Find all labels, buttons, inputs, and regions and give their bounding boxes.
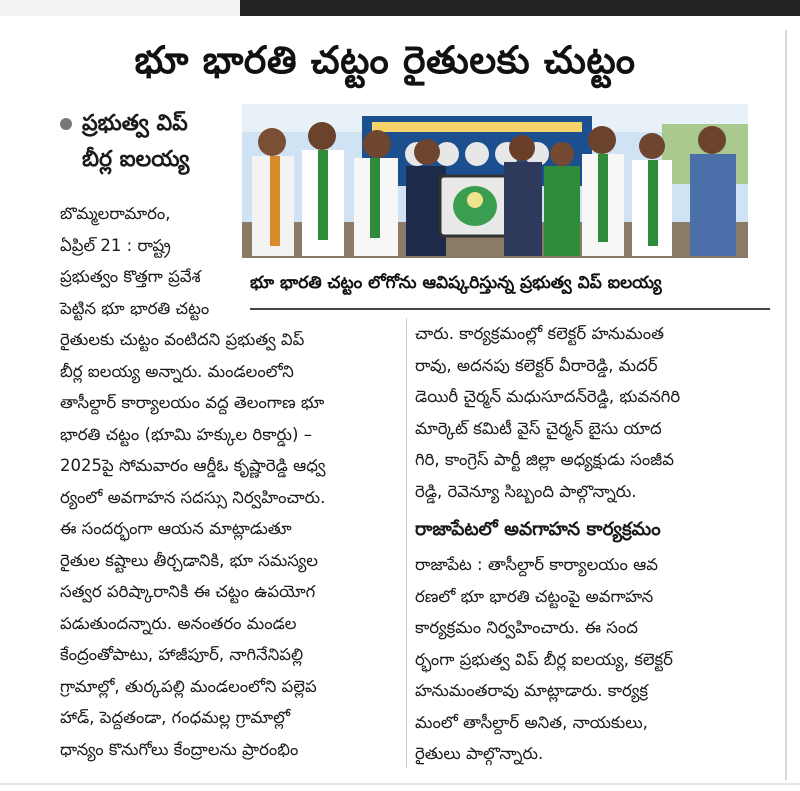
article-line: సత్వర పరిష్కారానికి ఈ చట్టం ఉపయోగ	[60, 582, 316, 601]
article-line: మంలో తాసీల్దార్ అనిత, నాయకులు,	[415, 712, 648, 732]
article-line: రైతులు పాల్గొన్నారు.	[415, 744, 544, 763]
column-divider	[406, 318, 407, 768]
article-line: గ్రామాల్లో, తుర్కపల్లి మండలంలోని పల్లెప	[60, 676, 317, 696]
article-line: ప్రభుత్వం కొత్తగా ప్రవేశ	[60, 267, 201, 286]
article-line: రాజాపేట : తాసీల్దార్ కార్యాలయం ఆవ	[415, 555, 659, 574]
article-line: డెయిరీ చైర్మన్ మధుసూదన్‌రెడ్డి, భువనగిరి	[415, 387, 681, 406]
article-right-column	[415, 318, 775, 770]
news-photo	[242, 104, 748, 258]
article-line: పెట్టిన భూ భారతి చట్టం	[60, 298, 210, 318]
article-line: ర్యంలో అవగాహన సదస్సు నిర్వహించారు.	[60, 487, 326, 507]
column-rule	[785, 30, 787, 780]
article-line: రణలో భూ భారతి చట్టంపై అవగాహన	[415, 586, 654, 606]
article-line: రావు, అదనపు కలెక్టర్ వీరారెడ్డి, మదర్	[415, 355, 658, 375]
top-bar-right	[240, 0, 800, 16]
article-lead-cont	[60, 261, 260, 324]
photo-illustration	[242, 104, 748, 258]
article-line: ఏప్రిల్ 21 : రాష్ట్ర	[60, 235, 171, 255]
article-line: 2025పై సోమవారం ఆర్డీఓ కృష్ణారెడ్డి ఆధ్వ	[60, 456, 326, 475]
headline: భూ భారతి చట్టం రైతులకు చుట్టం	[134, 38, 636, 82]
article-line: పడుతుందన్నారు. అనంతరం మండల	[60, 613, 297, 633]
byline	[82, 106, 242, 178]
article-line: ఈ సందర్భంగా ఆయన మాట్లాడుతూ	[60, 519, 292, 538]
article-line: బొమ్మలరామారం,	[60, 204, 171, 223]
article-line: కార్యక్రమం నిర్వహించారు. ఈ సంద	[415, 618, 638, 637]
article-line: రెడ్డి, రెవెన్యూ సిబ్బంది పాల్గొన్నారు.	[415, 481, 637, 501]
photo-caption: భూ భారతి చట్టం లోగోను ఆవిష్కరిస్తున్న ప్రభుత్వ విప్ ఐలయ్య	[250, 262, 770, 310]
article-line: తాసీల్దార్ కార్యాలయం వద్ద తెలంగాణ భూ	[60, 393, 325, 412]
article-line: హనుమంతరావు మాట్లాడారు. కార్యక్ర	[415, 681, 649, 700]
article-line: రైతులకు చుట్టం వంటిదని ప్రభుత్వ విప్	[60, 330, 305, 349]
article-line: కేంద్రంతోపాటు, హాజీపూర్, నాగినేనిపల్లి	[60, 645, 304, 664]
article-line: హాడ్, పెద్దతండా, గంధమల్ల గ్రామాల్లో	[60, 708, 291, 727]
article-lead	[60, 198, 240, 261]
article-line: బీర్ల ఐలయ్య అన్నారు. మండలంలోని	[60, 361, 294, 381]
top-bar-left	[0, 0, 240, 16]
byline-line: బీర్ల ఐలయ్య	[82, 147, 190, 172]
article-line: ర్భంగా ప్రభుత్వ విప్ బీర్ల ఐలయ్య, కలెక్టర్	[415, 649, 673, 669]
article-line: భారతి చట్టం (భూమి హక్కుల రికార్డు) –	[60, 424, 312, 444]
bullet-icon	[60, 118, 72, 130]
bottom-rule	[0, 783, 800, 785]
article-line: రైతుల కష్టాలు తీర్చడానికి, భూ సమస్యల	[60, 550, 318, 570]
article-line: ధాన్యం కొనుగోలు కేంద్రాలను ప్రారంభిం	[60, 739, 299, 759]
article-line: గిరి, కాంగ్రెస్ పార్టీ జిల్లా అధ్యక్షుడు సంజీవ	[415, 450, 674, 469]
article-body	[60, 324, 405, 765]
byline-line: ప్రభుత్వ విప్	[82, 111, 188, 136]
subheading: రాజాపేటలో అవగాహన కార్యక్రమం	[415, 519, 661, 540]
article-line: మార్కెట్ కమిటీ వైస్ చైర్మన్ బైసు యాద	[415, 418, 662, 438]
article-line: చారు. కార్యక్రమంల్లో కలెక్టర్ హనుమంత	[415, 324, 664, 343]
